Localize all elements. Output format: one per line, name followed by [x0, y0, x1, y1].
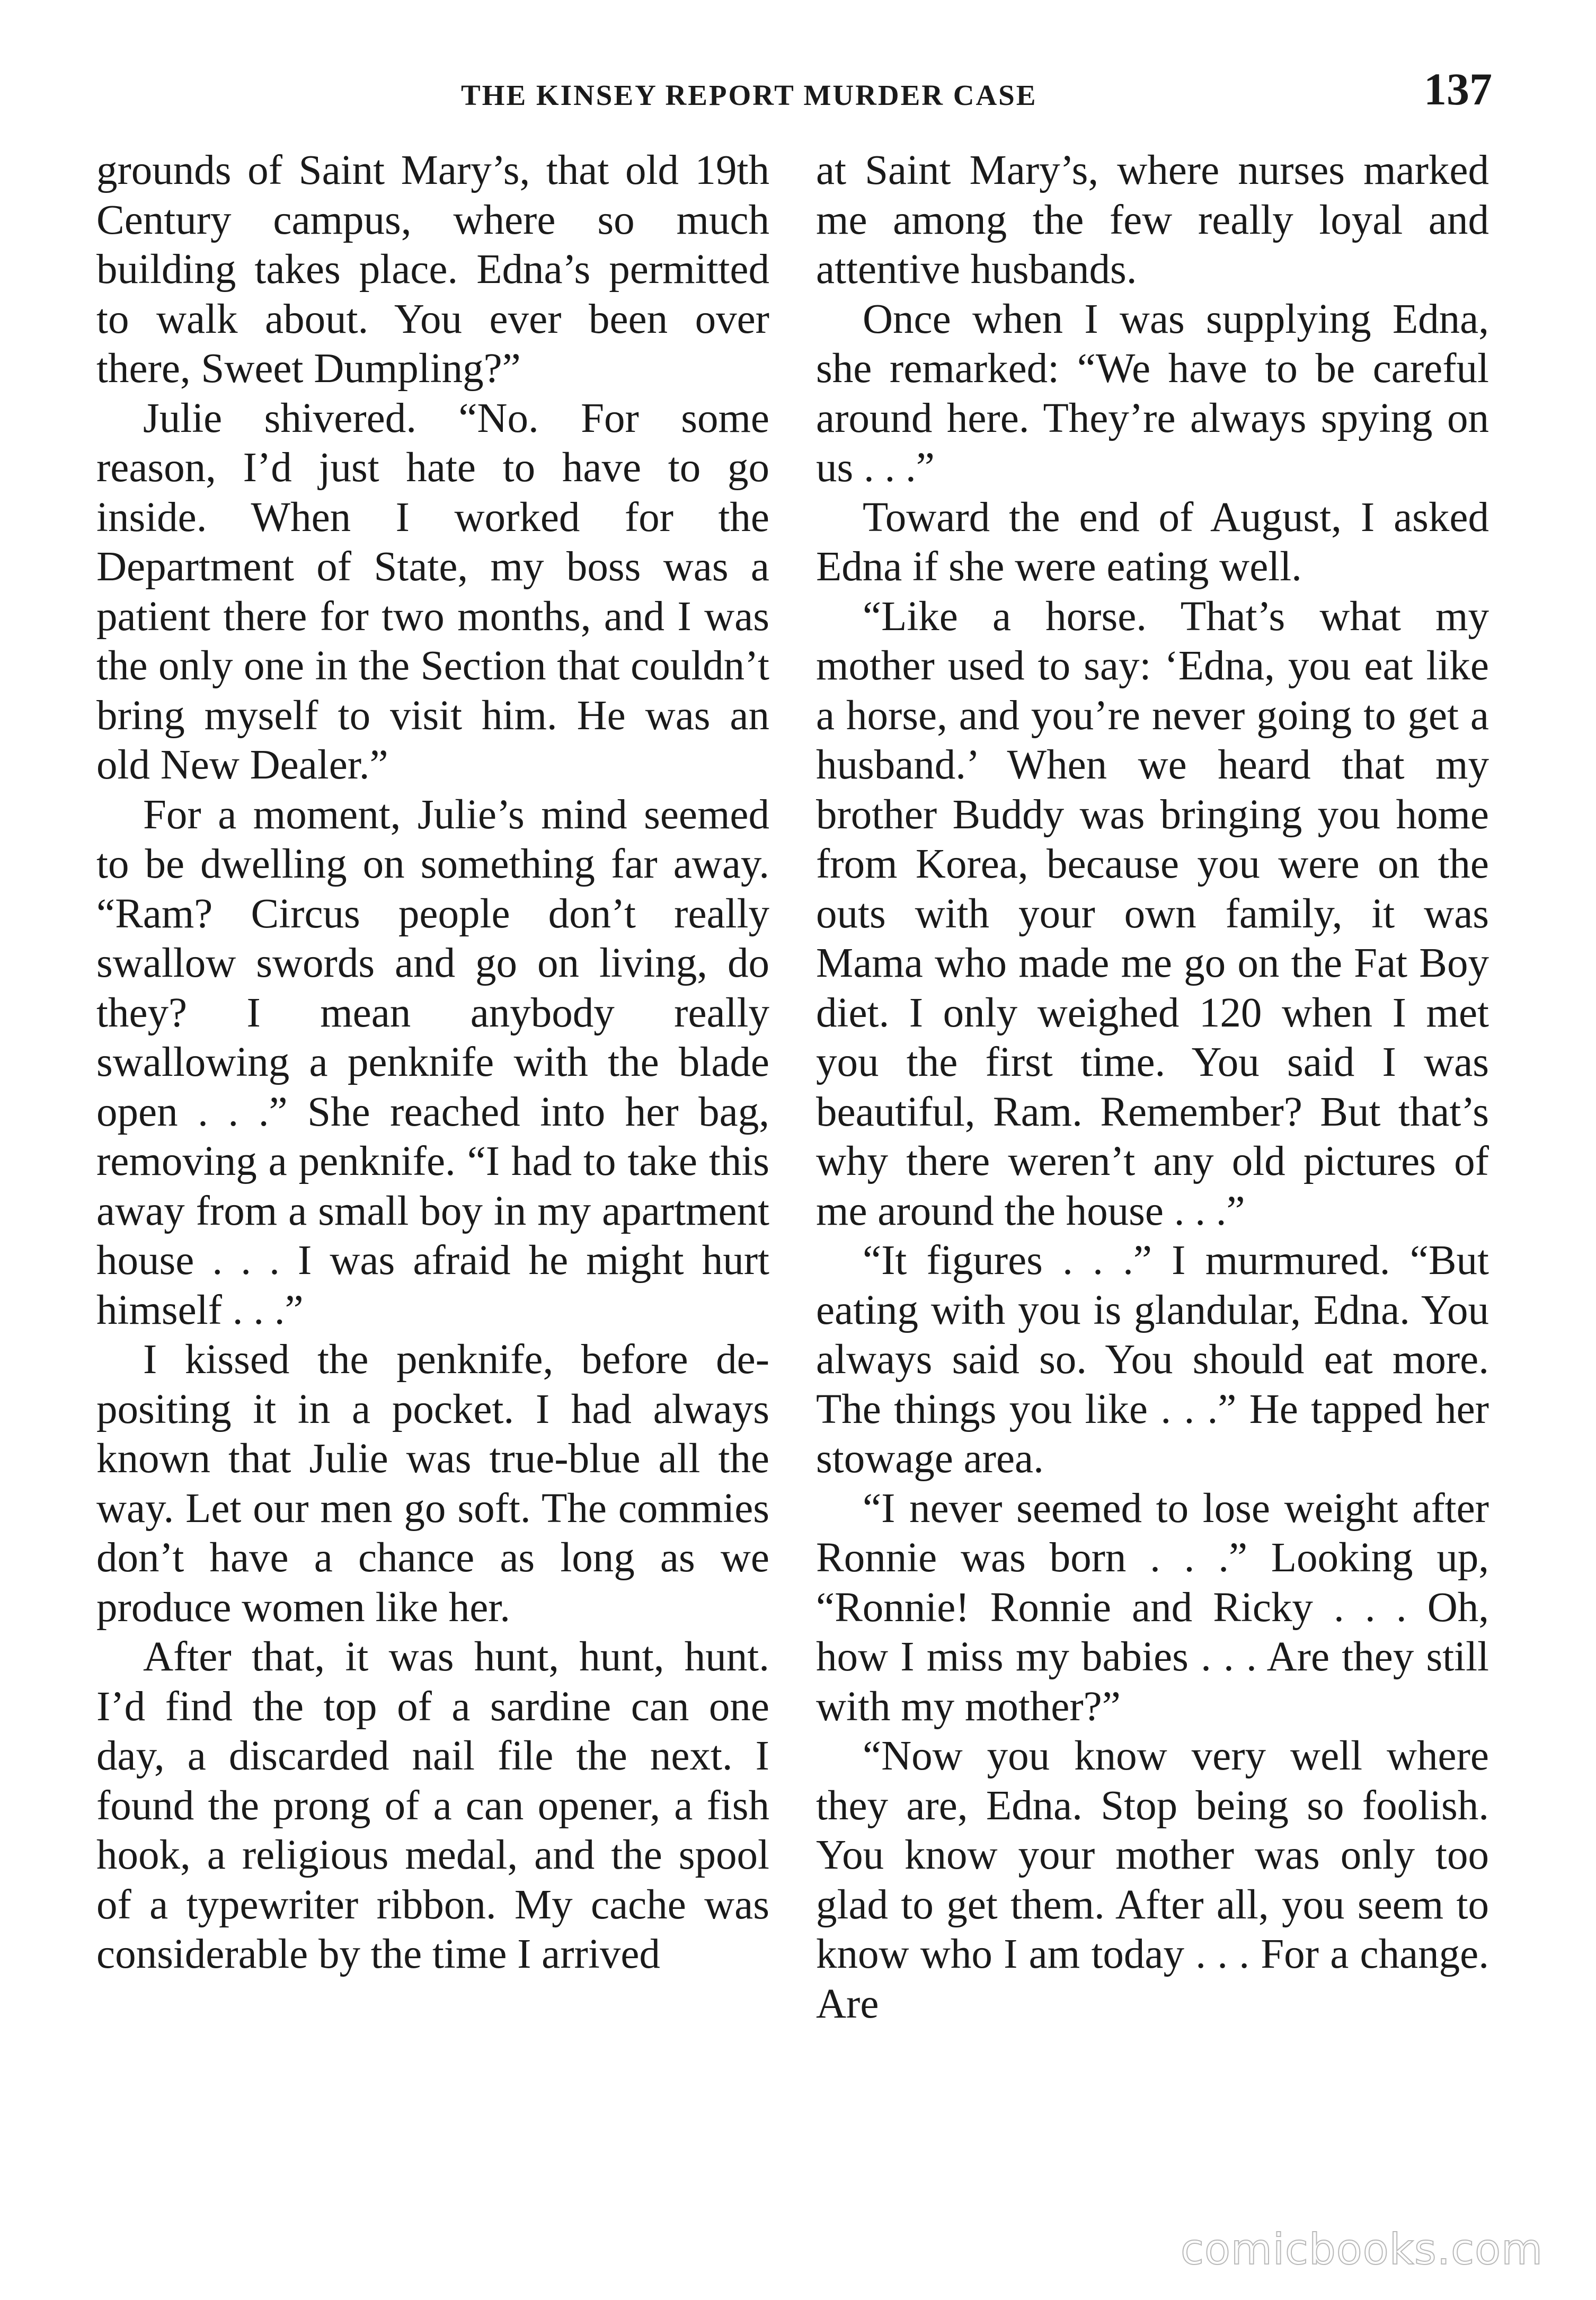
paragraph: at Saint Mary’s, where nurses marked me among the few really loyal and attentive husbands. [816, 147, 1489, 293]
paragraph: “It figures . . .” I murmured. “But eating with you is glandular, Edna. You always said so. You should eat more. The things you like . . .” He tapped her stowage area. [816, 1237, 1489, 1482]
paragraph: “I never seemed to lose weight after Ronnie was born . . .” Looking up, “Ronnie! Ronnie and Ricky . . . Oh, how I miss my babies . . . Are they still with my mother?” [816, 1485, 1489, 1730]
running-head: THE KINSEY REPORT MURDER CASE [461, 79, 1038, 111]
paragraph: “Now you know very well where they are, Edna. Stop being so foolish. You know your mother was only too glad to get them. After all, you seem to know who I am today . . . For a change. Are [816, 1733, 1489, 2027]
paragraph: I kissed the penknife, before depositing it in a pocket. I had always known that Julie was true-blue all the way. Let our men go soft. The commies don’t have a chance as long as we produce women like her. [96, 1337, 769, 1631]
paragraph: grounds of Saint Mary’s, that old 19th Century campus, where so much building takes place. Edna’s permitted to walk about. You ever been over there, Sweet Dumpling?” [96, 147, 769, 392]
paragraph: After that, it was hunt, hunt, hunt. I’d find the top of a sardine can one day, a discarded nail file the next. I found the prong of a can opener, a fish hook, a religious medal, and the spool of a typewriter ribbon. My cache was considerable by the time I arrived [96, 1634, 769, 1977]
paragraph: “Like a horse. That’s what my mother used to say: ‘Edna, you eat like a horse, and you’re never going to get a husband.’ When we heard that my brother Buddy was bringing you home from Korea, because you were on the outs with your own family, it was Mama who made me go on the Fat Boy diet. I only weighed 120 when I met you the first time. You said I was beautiful, Ram. Remember? But that’s why there weren’t any old pictures of me around the house . . .” [816, 593, 1489, 1234]
page-number: 137 [1424, 64, 1492, 114]
watermark: comicbooks.com [1180, 2225, 1543, 2274]
left-column [96, 146, 769, 2223]
paragraph: Once when I was supplying Edna, she remarked: “We have to be careful around here. They’re always spying on us . . .” [816, 296, 1489, 491]
paragraph: For a moment, Julie’s mind seemed to be dwelling on something far away. “Ram? Circus people don’t really swallow swords and go on living, do they? I mean anybody really swallowing a penknife with the blade open . . .” She reached into her bag, removing a penknife. “I had to take this away from a small boy in my apartment house . . . I was afraid he might hurt himself . . .” [96, 791, 769, 1333]
paragraph: Toward the end of August, I asked Edna if she were eating well. [816, 494, 1489, 590]
paragraph: Julie shivered. “No. For some reason, I’d just hate to have to go inside. When I worked for the Department of State, my boss was a patient there for two months, and I was the only one in the Section that couldn’t bring myself to visit him. He was an old New Dealer.” [96, 395, 769, 788]
right-column [816, 146, 1489, 2223]
